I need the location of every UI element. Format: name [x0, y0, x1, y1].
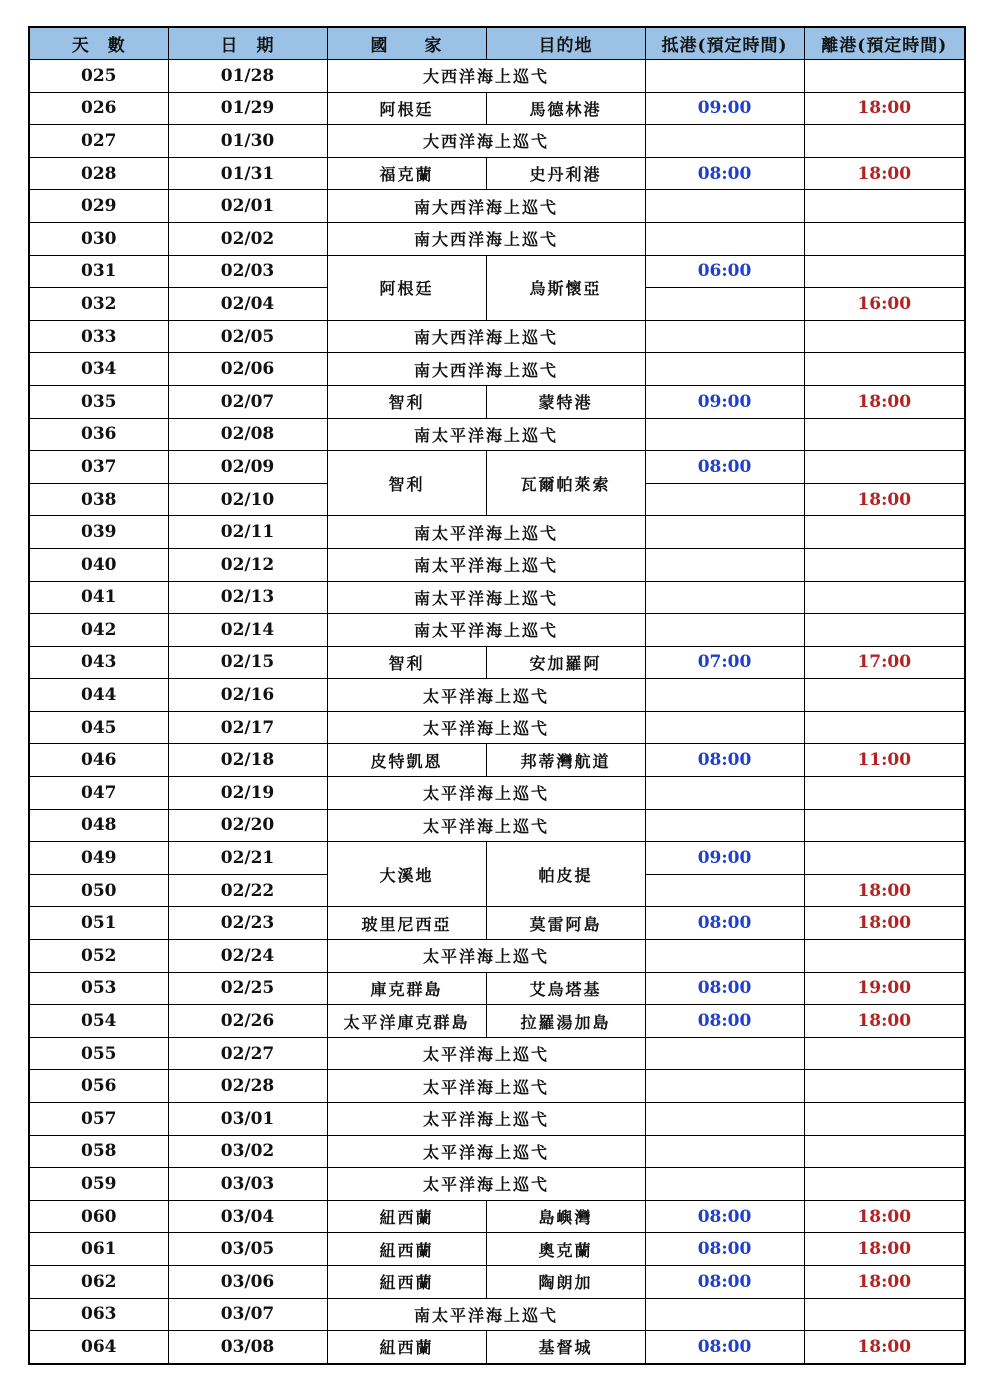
date-cell: 02/06: [168, 353, 327, 386]
arrive-time-cell: [645, 1070, 804, 1103]
day-cell: 042: [29, 614, 168, 647]
day-cell: 054: [29, 1005, 168, 1038]
at-sea-cell: 太平洋海上巡弋: [327, 1135, 645, 1168]
arrive-time-cell: 08:00: [645, 157, 804, 190]
depart-time-cell: [804, 353, 965, 386]
country-cell: 阿根廷: [327, 92, 486, 125]
date-cell: 02/08: [168, 418, 327, 451]
arrive-time-cell: [645, 874, 804, 907]
depart-time-cell: [804, 940, 965, 973]
table-row: [29, 581, 965, 614]
day-cell: 057: [29, 1103, 168, 1136]
country-cell: 庫克群島: [327, 972, 486, 1005]
date-cell: 02/16: [168, 679, 327, 712]
depart-time-cell: 18:00: [804, 1005, 965, 1038]
date-cell: 03/08: [168, 1331, 327, 1364]
arrive-time-cell: [645, 1298, 804, 1331]
table-row: [29, 1265, 965, 1298]
depart-time-cell: 16:00: [804, 288, 965, 321]
country-cell: 智利: [327, 385, 486, 418]
depart-time-cell: 18:00: [804, 1200, 965, 1233]
arrive-time-cell: 08:00: [645, 907, 804, 940]
at-sea-cell: 南大西洋海上巡弋: [327, 190, 645, 223]
arrive-time-cell: [645, 940, 804, 973]
country-cell: 智利: [327, 646, 486, 679]
arrive-time-cell: [645, 353, 804, 386]
day-cell: 050: [29, 874, 168, 907]
table-row: [29, 1233, 965, 1266]
at-sea-cell: 南太平洋海上巡弋: [327, 614, 645, 647]
depart-time-cell: 18:00: [804, 483, 965, 516]
depart-time-cell: [804, 516, 965, 549]
arrive-time-cell: [645, 418, 804, 451]
at-sea-cell: 太平洋海上巡弋: [327, 777, 645, 810]
arrive-time-cell: [645, 516, 804, 549]
date-cell: 02/17: [168, 711, 327, 744]
depart-time-cell: [804, 548, 965, 581]
day-cell: 040: [29, 548, 168, 581]
depart-time-cell: [804, 1298, 965, 1331]
date-cell: 02/21: [168, 842, 327, 875]
table-row: [29, 614, 965, 647]
country-cell: 皮特凱恩: [327, 744, 486, 777]
at-sea-cell: 南太平洋海上巡弋: [327, 581, 645, 614]
day-cell: 038: [29, 483, 168, 516]
arrive-time-cell: 08:00: [645, 1233, 804, 1266]
day-cell: 046: [29, 744, 168, 777]
depart-time-cell: [804, 255, 965, 288]
at-sea-cell: 太平洋海上巡弋: [327, 711, 645, 744]
date-cell: 02/15: [168, 646, 327, 679]
day-cell: 032: [29, 288, 168, 321]
table-row: [29, 451, 965, 484]
day-cell: 030: [29, 222, 168, 255]
day-cell: 064: [29, 1331, 168, 1364]
destination-cell: 瓦爾帕萊索: [486, 451, 645, 516]
depart-time-cell: [804, 418, 965, 451]
day-cell: 058: [29, 1135, 168, 1168]
table-row: [29, 940, 965, 973]
arrive-time-cell: [645, 777, 804, 810]
at-sea-cell: 南大西洋海上巡弋: [327, 320, 645, 353]
table-row: [29, 842, 965, 875]
at-sea-cell: 大西洋海上巡弋: [327, 60, 645, 93]
date-cell: 03/04: [168, 1200, 327, 1233]
arrive-time-cell: 08:00: [645, 1331, 804, 1364]
day-cell: 034: [29, 353, 168, 386]
destination-cell: 陶朗加: [486, 1265, 645, 1298]
arrive-time-cell: 08:00: [645, 451, 804, 484]
destination-cell: 莫雷阿島: [486, 907, 645, 940]
table-row: [29, 516, 965, 549]
table-row: [29, 190, 965, 223]
depart-time-cell: 18:00: [804, 1233, 965, 1266]
destination-cell: 拉羅湯加島: [486, 1005, 645, 1038]
country-cell: 阿根廷: [327, 255, 486, 320]
day-cell: 025: [29, 60, 168, 93]
arrive-time-cell: [645, 581, 804, 614]
table-row: [29, 548, 965, 581]
day-cell: 028: [29, 157, 168, 190]
at-sea-cell: 大西洋海上巡弋: [327, 125, 645, 158]
table-row: [29, 646, 965, 679]
day-cell: 027: [29, 125, 168, 158]
at-sea-cell: 太平洋海上巡弋: [327, 1070, 645, 1103]
country-cell: 紐西蘭: [327, 1200, 486, 1233]
depart-time-cell: 18:00: [804, 157, 965, 190]
destination-cell: 島嶼灣: [486, 1200, 645, 1233]
arrive-time-cell: [645, 190, 804, 223]
date-cell: 02/28: [168, 1070, 327, 1103]
country-cell: 福克蘭: [327, 157, 486, 190]
day-cell: 029: [29, 190, 168, 223]
country-cell: 太平洋庫克群島: [327, 1005, 486, 1038]
day-cell: 061: [29, 1233, 168, 1266]
day-cell: 056: [29, 1070, 168, 1103]
at-sea-cell: 南太平洋海上巡弋: [327, 418, 645, 451]
at-sea-cell: 南大西洋海上巡弋: [327, 222, 645, 255]
arrive-time-cell: [645, 1168, 804, 1201]
arrive-time-cell: 08:00: [645, 972, 804, 1005]
depart-time-cell: [804, 60, 965, 93]
arrive-time-cell: [645, 320, 804, 353]
day-cell: 062: [29, 1265, 168, 1298]
table-row: [29, 809, 965, 842]
at-sea-cell: 太平洋海上巡弋: [327, 1037, 645, 1070]
arrive-time-cell: [645, 125, 804, 158]
table-row: [29, 1135, 965, 1168]
table-row: [29, 60, 965, 93]
destination-cell: 蒙特港: [486, 385, 645, 418]
table-row: [29, 972, 965, 1005]
depart-time-cell: [804, 679, 965, 712]
header-row: [29, 27, 965, 60]
table-row: [29, 255, 965, 288]
table-row: [29, 711, 965, 744]
at-sea-cell: 太平洋海上巡弋: [327, 940, 645, 973]
date-cell: 01/31: [168, 157, 327, 190]
depart-time-cell: [804, 190, 965, 223]
table-row: [29, 1103, 965, 1136]
depart-time-cell: [804, 125, 965, 158]
arrive-time-cell: 09:00: [645, 385, 804, 418]
depart-time-cell: [804, 1070, 965, 1103]
header-depart: 離港(預定時間): [804, 27, 965, 60]
table-row: [29, 679, 965, 712]
header-arrive: 抵港(預定時間): [645, 27, 804, 60]
depart-time-cell: [804, 1168, 965, 1201]
arrive-time-cell: [645, 679, 804, 712]
at-sea-cell: 南太平洋海上巡弋: [327, 1298, 645, 1331]
header-date: 日 期: [168, 27, 327, 60]
depart-time-cell: [804, 842, 965, 875]
date-cell: 02/05: [168, 320, 327, 353]
depart-time-cell: 18:00: [804, 92, 965, 125]
table-row: [29, 744, 965, 777]
day-cell: 055: [29, 1037, 168, 1070]
day-cell: 035: [29, 385, 168, 418]
arrive-time-cell: [645, 1037, 804, 1070]
arrive-time-cell: 08:00: [645, 1005, 804, 1038]
date-cell: 02/02: [168, 222, 327, 255]
date-cell: 02/14: [168, 614, 327, 647]
arrive-time-cell: [645, 288, 804, 321]
day-cell: 053: [29, 972, 168, 1005]
depart-time-cell: [804, 320, 965, 353]
country-cell: 紐西蘭: [327, 1331, 486, 1364]
table-row: [29, 907, 965, 940]
at-sea-cell: 太平洋海上巡弋: [327, 809, 645, 842]
date-cell: 01/28: [168, 60, 327, 93]
header-country: 國 家: [327, 27, 486, 60]
day-cell: 026: [29, 92, 168, 125]
destination-cell: 邦蒂灣航道: [486, 744, 645, 777]
table-row: [29, 125, 965, 158]
arrive-time-cell: [645, 711, 804, 744]
at-sea-cell: 南太平洋海上巡弋: [327, 516, 645, 549]
arrive-time-cell: [645, 222, 804, 255]
day-cell: 049: [29, 842, 168, 875]
date-cell: 02/23: [168, 907, 327, 940]
day-cell: 047: [29, 777, 168, 810]
destination-cell: 馬德林港: [486, 92, 645, 125]
day-cell: 041: [29, 581, 168, 614]
country-cell: 大溪地: [327, 842, 486, 907]
date-cell: 02/19: [168, 777, 327, 810]
table-row: [29, 1168, 965, 1201]
depart-time-cell: 18:00: [804, 907, 965, 940]
date-cell: 02/04: [168, 288, 327, 321]
arrive-time-cell: [645, 548, 804, 581]
at-sea-cell: 南太平洋海上巡弋: [327, 548, 645, 581]
depart-time-cell: [804, 1103, 965, 1136]
day-cell: 063: [29, 1298, 168, 1331]
itinerary-body: [29, 60, 965, 1364]
arrive-time-cell: 08:00: [645, 744, 804, 777]
depart-time-cell: [804, 1135, 965, 1168]
table-row: [29, 1331, 965, 1364]
table-row: [29, 777, 965, 810]
arrive-time-cell: [645, 1103, 804, 1136]
date-cell: 02/18: [168, 744, 327, 777]
arrive-time-cell: 09:00: [645, 92, 804, 125]
table-row: [29, 222, 965, 255]
arrive-time-cell: 08:00: [645, 1200, 804, 1233]
header-destination: 目的地: [486, 27, 645, 60]
at-sea-cell: 太平洋海上巡弋: [327, 1168, 645, 1201]
country-cell: 智利: [327, 451, 486, 516]
date-cell: 02/27: [168, 1037, 327, 1070]
date-cell: 02/11: [168, 516, 327, 549]
depart-time-cell: [804, 711, 965, 744]
table-row: [29, 418, 965, 451]
at-sea-cell: 太平洋海上巡弋: [327, 1103, 645, 1136]
date-cell: 03/07: [168, 1298, 327, 1331]
destination-cell: 史丹利港: [486, 157, 645, 190]
destination-cell: 艾烏塔基: [486, 972, 645, 1005]
depart-time-cell: [804, 777, 965, 810]
arrive-time-cell: [645, 809, 804, 842]
depart-time-cell: 18:00: [804, 385, 965, 418]
day-cell: 033: [29, 320, 168, 353]
table-row: [29, 1070, 965, 1103]
arrive-time-cell: 09:00: [645, 842, 804, 875]
at-sea-cell: 太平洋海上巡弋: [327, 679, 645, 712]
arrive-time-cell: [645, 483, 804, 516]
day-cell: 048: [29, 809, 168, 842]
table-row: [29, 353, 965, 386]
date-cell: 02/10: [168, 483, 327, 516]
table-row: [29, 320, 965, 353]
itinerary-table: [28, 26, 966, 1365]
depart-time-cell: [804, 614, 965, 647]
arrive-time-cell: 07:00: [645, 646, 804, 679]
day-cell: 039: [29, 516, 168, 549]
depart-time-cell: 17:00: [804, 646, 965, 679]
date-cell: 01/29: [168, 92, 327, 125]
date-cell: 02/24: [168, 940, 327, 973]
arrive-time-cell: 06:00: [645, 255, 804, 288]
date-cell: 03/02: [168, 1135, 327, 1168]
day-cell: 037: [29, 451, 168, 484]
date-cell: 02/22: [168, 874, 327, 907]
destination-cell: 帕皮提: [486, 842, 645, 907]
country-cell: 紐西蘭: [327, 1233, 486, 1266]
day-cell: 043: [29, 646, 168, 679]
country-cell: 紐西蘭: [327, 1265, 486, 1298]
destination-cell: 安加羅阿: [486, 646, 645, 679]
date-cell: 02/07: [168, 385, 327, 418]
date-cell: 03/01: [168, 1103, 327, 1136]
day-cell: 051: [29, 907, 168, 940]
day-cell: 031: [29, 255, 168, 288]
day-cell: 052: [29, 940, 168, 973]
table-row: [29, 1200, 965, 1233]
depart-time-cell: 18:00: [804, 1331, 965, 1364]
country-cell: 玻里尼西亞: [327, 907, 486, 940]
depart-time-cell: 18:00: [804, 1265, 965, 1298]
day-cell: 036: [29, 418, 168, 451]
header-day: 天 數: [29, 27, 168, 60]
depart-time-cell: 11:00: [804, 744, 965, 777]
date-cell: 03/03: [168, 1168, 327, 1201]
date-cell: 02/09: [168, 451, 327, 484]
depart-time-cell: 19:00: [804, 972, 965, 1005]
destination-cell: 奧克蘭: [486, 1233, 645, 1266]
depart-time-cell: [804, 222, 965, 255]
day-cell: 060: [29, 1200, 168, 1233]
depart-time-cell: 18:00: [804, 874, 965, 907]
date-cell: 02/25: [168, 972, 327, 1005]
depart-time-cell: [804, 809, 965, 842]
arrive-time-cell: [645, 60, 804, 93]
day-cell: 045: [29, 711, 168, 744]
day-cell: 044: [29, 679, 168, 712]
date-cell: 02/01: [168, 190, 327, 223]
date-cell: 02/12: [168, 548, 327, 581]
depart-time-cell: [804, 1037, 965, 1070]
table-row: [29, 157, 965, 190]
table-row: [29, 1037, 965, 1070]
date-cell: 02/03: [168, 255, 327, 288]
date-cell: 02/13: [168, 581, 327, 614]
at-sea-cell: 南大西洋海上巡弋: [327, 353, 645, 386]
date-cell: 02/26: [168, 1005, 327, 1038]
depart-time-cell: [804, 581, 965, 614]
depart-time-cell: [804, 451, 965, 484]
table-row: [29, 92, 965, 125]
date-cell: 02/20: [168, 809, 327, 842]
table-row: [29, 385, 965, 418]
date-cell: 03/05: [168, 1233, 327, 1266]
arrive-time-cell: [645, 1135, 804, 1168]
destination-cell: 基督城: [486, 1331, 645, 1364]
date-cell: 01/30: [168, 125, 327, 158]
destination-cell: 烏斯懷亞: [486, 255, 645, 320]
arrive-time-cell: [645, 614, 804, 647]
arrive-time-cell: 08:00: [645, 1265, 804, 1298]
table-row: [29, 1298, 965, 1331]
day-cell: 059: [29, 1168, 168, 1201]
date-cell: 03/06: [168, 1265, 327, 1298]
table-row: [29, 1005, 965, 1038]
